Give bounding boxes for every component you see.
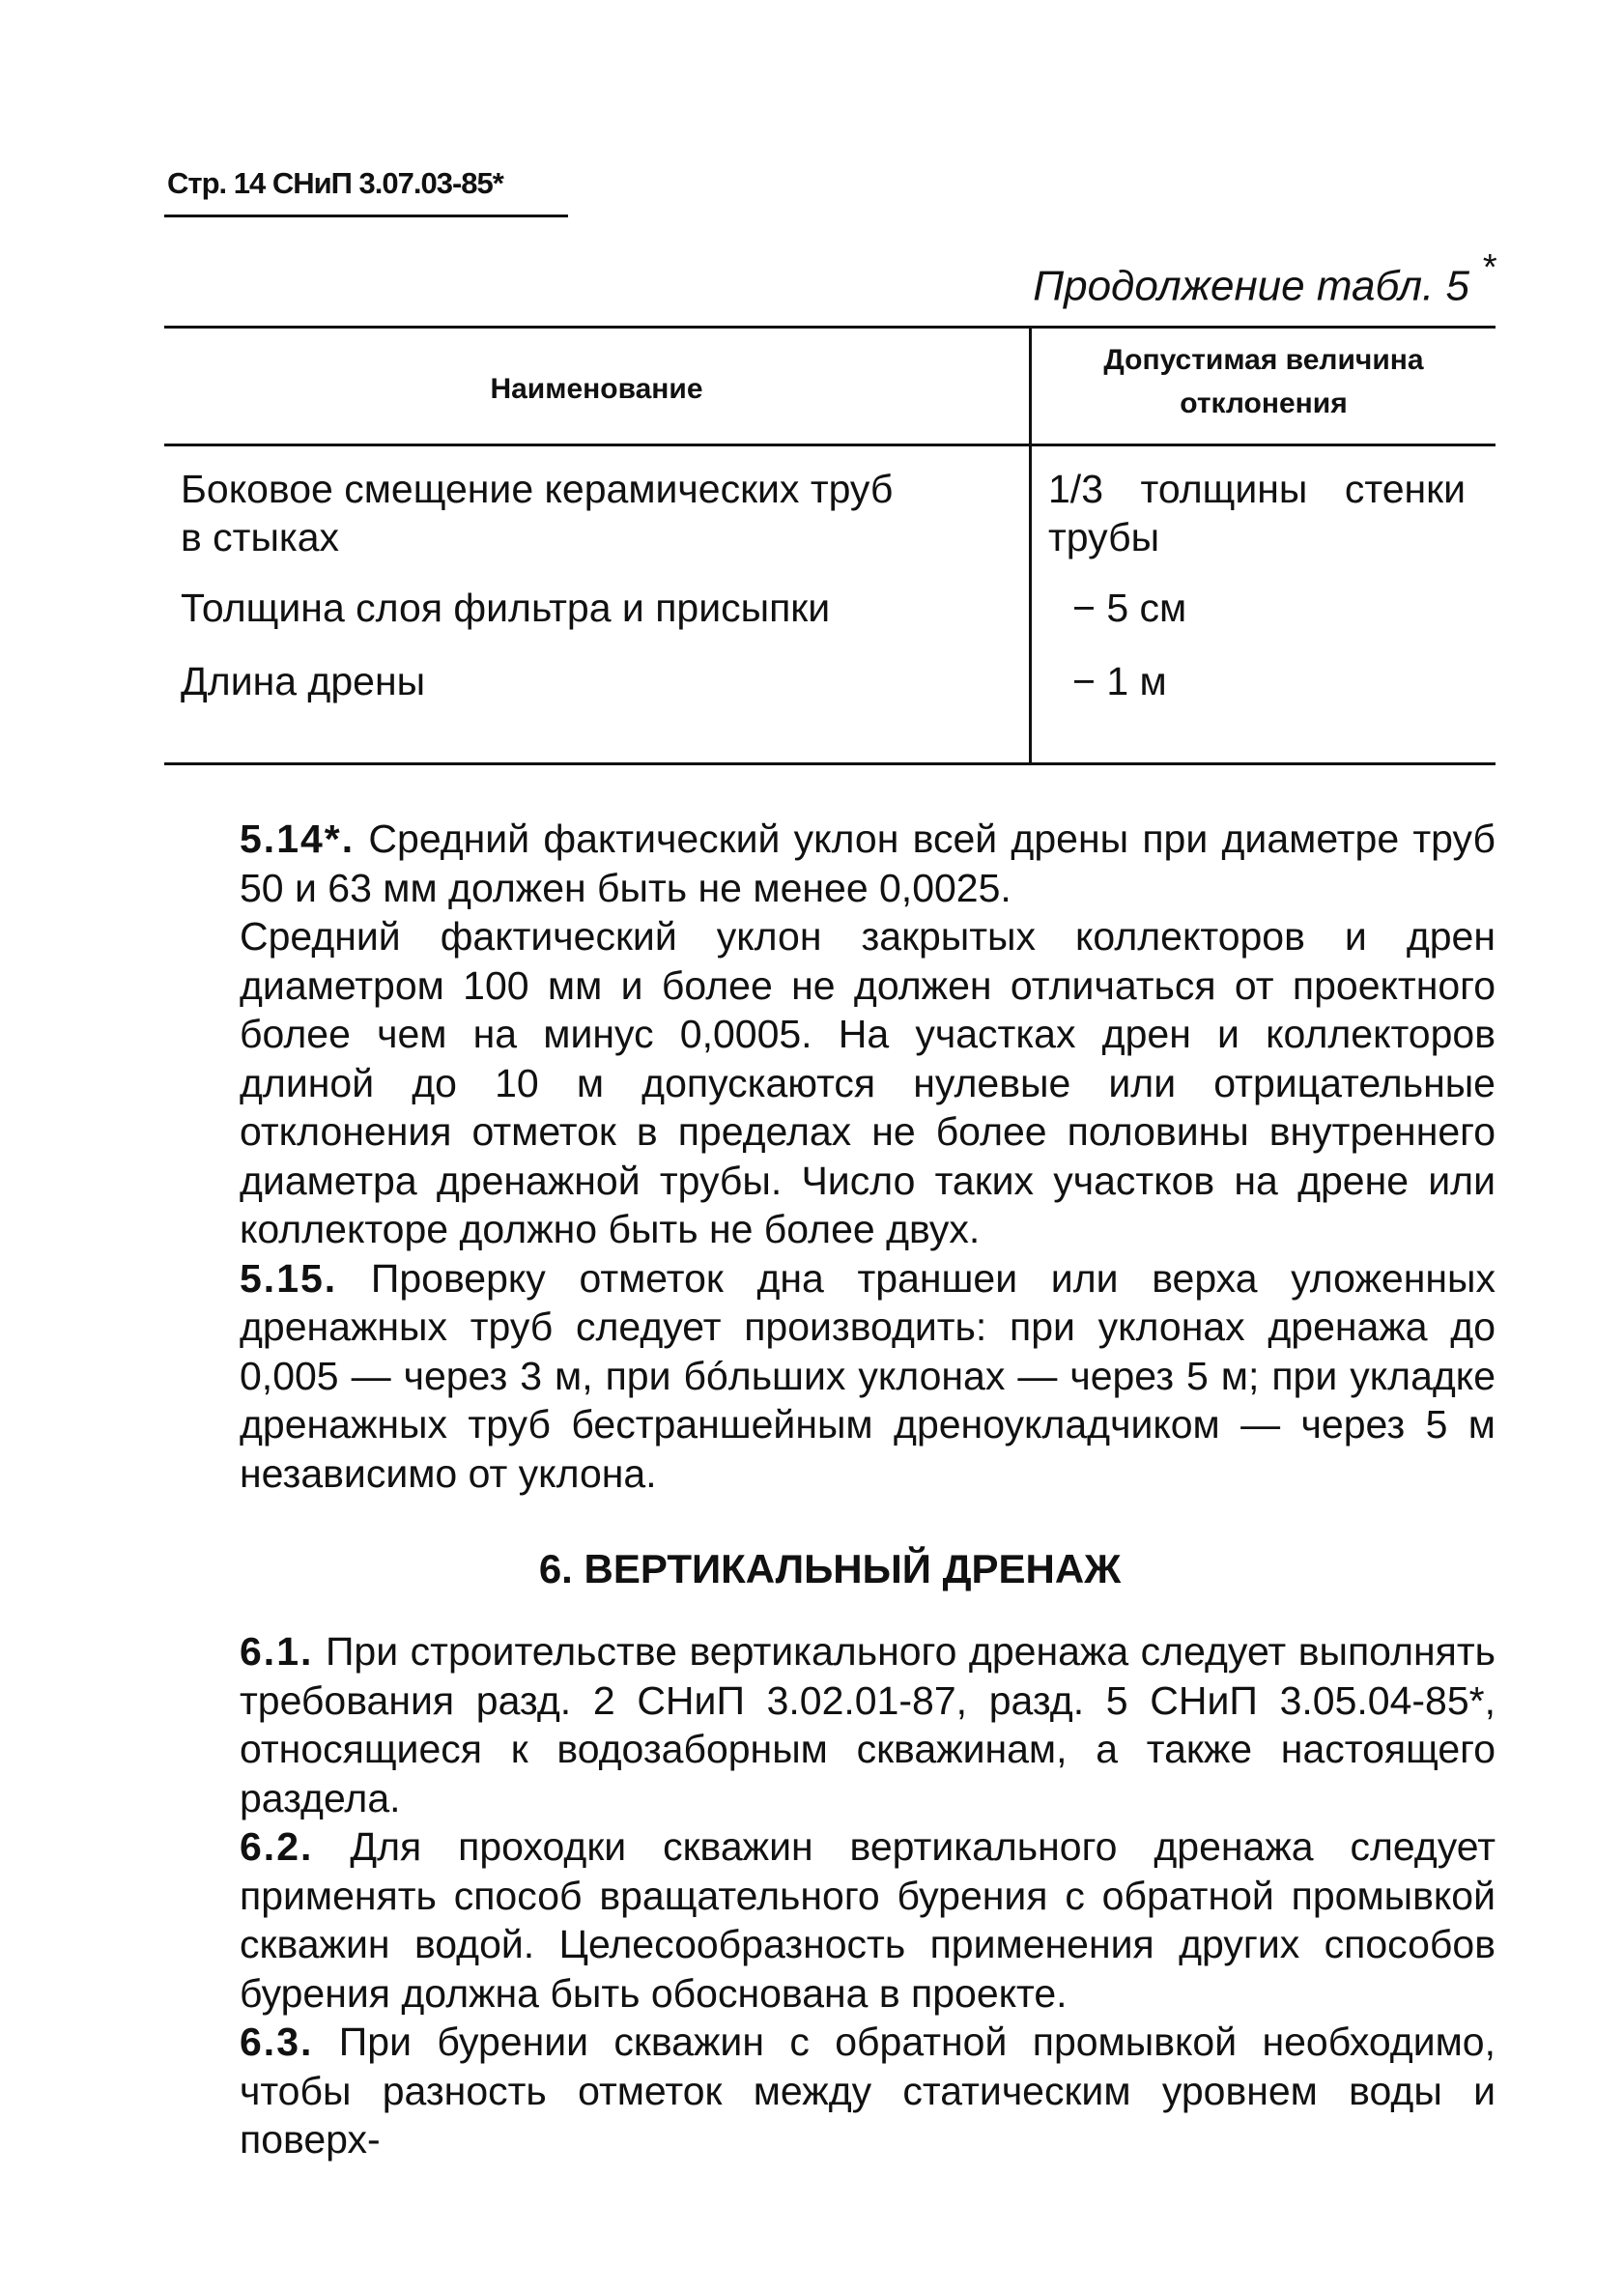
table-cell-value: − 5 см xyxy=(1072,586,1187,630)
body-text-upper xyxy=(164,815,1496,1498)
paragraph-5-14 xyxy=(164,815,1496,912)
clause-number: 6.3. xyxy=(240,2020,314,2064)
column-header-deviation xyxy=(1032,338,1496,425)
column-header-line: отклонения xyxy=(1180,387,1348,419)
table-header-rule xyxy=(164,444,1496,446)
page-header-rule xyxy=(164,215,568,217)
table-cell-name xyxy=(181,465,893,561)
paragraph-5-15 xyxy=(164,1254,1496,1499)
paragraph-6-3 xyxy=(164,2018,1496,2164)
cell-line: 1/3 толщины стенки xyxy=(1048,467,1466,511)
table-bottom-rule xyxy=(164,762,1496,765)
table-caption-mark: * xyxy=(1481,247,1496,288)
paragraph-6-2 xyxy=(164,1822,1496,2018)
paragraph-text: При бурении скважин с обратной промывкой необходимо, чтобы разность отметок между статическим уровнем воды и поверх- xyxy=(240,2020,1496,2162)
paragraph-5-14-continued xyxy=(164,912,1496,1254)
table-cell-value xyxy=(1048,465,1466,561)
section-title: 6. ВЕРТИКАЛЬНЫЙ ДРЕНАЖ xyxy=(538,1546,1122,1591)
paragraph-text: Для проходки скважин вертикального дренажа следует применять способ вращательного бурения с обратной промывкой скважин водой. Целесообразность применения других способов бурения должна быть обоснована в проекте. xyxy=(240,1824,1496,2016)
table-caption: Продолжение табл. 5 * xyxy=(1033,247,1496,310)
paragraph-text: Проверку отметок дна траншеи или верха уложенных дренажных труб следует производить: при уклонах дренажа до 0,005 — через 3 м, при бóльших уклонах — через 5 м; при укладке дренажных труб бестраншейным дреноукладчиком — через 5 м независимо от уклона. xyxy=(240,1255,1496,1496)
clause-number: 5.14*. xyxy=(240,817,356,861)
clause-number: 5.15. xyxy=(240,1255,338,1301)
table-top-rule xyxy=(164,326,1496,329)
page-header: Стр. 14 СНиП 3.07.03-85* xyxy=(167,166,503,200)
table-cell-name: Толщина слоя фильтра и присыпки xyxy=(181,586,831,630)
paragraph-text: При строительстве вертикального дренажа следует выполнять требования разд. 2 СНиП 3.02.01-87, разд. 5 СНиП 3.05.04-85*, относящиеся к водозаборным скважинам, а также настоящего раздела. xyxy=(240,1629,1496,1820)
cell-line: трубы xyxy=(1048,515,1160,559)
body-text-lower xyxy=(164,1627,1496,2164)
cell-line: в стыках xyxy=(181,515,340,559)
cell-line: Боковое смещение керамических труб xyxy=(181,467,894,511)
table-cell-value: − 1 м xyxy=(1072,659,1167,703)
clause-number: 6.2. xyxy=(240,1824,314,1869)
table-cell-name: Длина дрены xyxy=(181,659,426,703)
paragraph-6-1 xyxy=(164,1627,1496,1822)
clause-number: 6.1. xyxy=(240,1629,314,1674)
column-header-name: Наименование xyxy=(490,373,703,405)
column-header-line: Допустимая величина xyxy=(1103,344,1424,376)
paragraph-text: Средний фактический уклон закрытых коллекторов и дрен диаметром 100 мм и более не должен отличаться от проектного более чем на минус 0,0005. На участках дрен и коллекторов длиной до 10 м допускаются нулевые или отрицательные отклонения отметок в пределах не более половины внутреннего диаметра дренажной трубы. Число таких участков на дрене или коллекторе должно быть не более двух. xyxy=(240,914,1496,1251)
paragraph-text: Средний фактический уклон всей дрены при диаметре труб 50 и 63 мм должен быть не менее 0,0025. xyxy=(240,817,1496,910)
